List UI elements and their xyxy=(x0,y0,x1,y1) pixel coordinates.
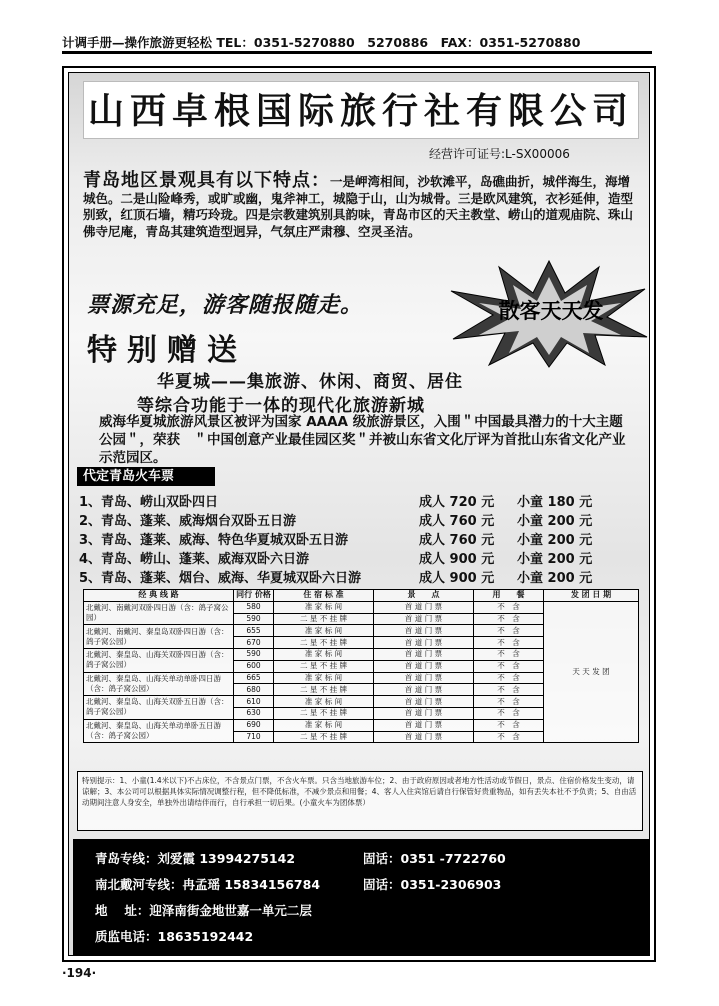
adult-price: 成人 760 元 xyxy=(419,533,495,548)
adult-price: 成人 900 元 xyxy=(419,571,495,586)
route-item xyxy=(79,510,639,529)
price-cell: 680 xyxy=(234,684,274,696)
ad-inner xyxy=(68,72,650,956)
adult-price: 成人 720 元 xyxy=(419,495,495,510)
route-cell: 北戴河、南戴河、秦皇岛双卧四日游（含：鸽子窝公园） xyxy=(84,625,234,649)
huaxia-description: 威海华夏城旅游风景区被评为国家 AAAA 级旅游景区，入围＂中国最具潜力的十大主题公园＂，荣获 ＂中国创意产业最佳园区奖＂并被山东省文化厅评为首批山东省文化产业示范园区。 xyxy=(99,414,626,466)
address: 地 址：迎泽南街金地世嘉一单元二层 xyxy=(95,903,312,918)
col-route: 经 典 线 路 xyxy=(84,590,234,602)
price-cell: 580 xyxy=(234,601,274,613)
sights-cell: 首 道 门 票 xyxy=(374,648,474,660)
route-list xyxy=(79,491,639,586)
col-meals: 用 餐 xyxy=(474,590,544,602)
license-number: 经营许可证号:L-SX00006 xyxy=(429,147,570,161)
adult-price: 成人 900 元 xyxy=(419,552,495,567)
meals-cell: 不 含 xyxy=(474,613,544,625)
sights-cell: 首 道 门 票 xyxy=(374,660,474,672)
child-price: 小童 200 元 xyxy=(517,533,593,548)
price-cell: 630 xyxy=(234,707,274,719)
special-tips: 特别提示：1、小童(1.4米以下)不占床位，不含景点门票，不含火车票。只含当地旅游车位；2、由于政府原因或者地方性活动或节假日，景点、住宿价格发生变动，请谅解；3、本公司可以根据具体实际情况调整行程，但不降低标准，不减少景点和用餐；4、客人入住宾馆后请自行保管好贵重物品，如有丢失本社不予负责；5、自由活动期间注意人身安全，单独外出请结伴而行，自行承担一切后果。(小童火车为团体票） xyxy=(77,771,643,831)
sights-cell: 首 道 门 票 xyxy=(374,601,474,613)
daily-departure-badge: 散客天天发 xyxy=(498,298,604,323)
sights-cell: 首 道 门 票 xyxy=(374,625,474,637)
route-name: 1、青岛、崂山双卧四日 xyxy=(79,495,219,510)
sights-cell: 首 道 门 票 xyxy=(374,637,474,649)
lodging-cell: 准 家 标 间 xyxy=(274,696,374,708)
lodging-cell: 二 星 不 挂 牌 xyxy=(274,613,374,625)
lodging-cell: 二 星 不 挂 牌 xyxy=(274,637,374,649)
child-price: 小童 200 元 xyxy=(517,514,593,529)
child-price: 小童 180 元 xyxy=(517,495,593,510)
qingdao-line-tel: 固话：0351 -7722760 xyxy=(363,851,506,866)
lodging-cell: 二 星 不 挂 牌 xyxy=(274,660,374,672)
slogan: 票源充足，游客随报随走。 xyxy=(87,293,364,318)
adult-price: 成人 760 元 xyxy=(419,514,495,529)
meals-cell: 不 含 xyxy=(474,684,544,696)
intro-lead: 青岛地区景观具有以下特点： xyxy=(83,170,330,191)
price-cell: 610 xyxy=(234,696,274,708)
qingdao-line-contact: 青岛专线：刘爱霞 13994275142 xyxy=(95,851,296,866)
route-cell: 北戴河、南戴河双卧四日游（含：鸽子窝公园） xyxy=(84,601,234,625)
intro-text xyxy=(83,170,639,240)
sights-cell: 首 道 门 票 xyxy=(374,731,474,743)
col-price: 同行 价格 xyxy=(234,590,274,602)
meals-cell: 不 含 xyxy=(474,648,544,660)
intro-body: 一是岬湾相间，沙软滩平，岛礁曲折，城伴海生，海增城色。二是山险峰秀，或旷或幽，鬼斧神工，城隐于山，山为城骨。三是欧风建筑，衣衫延伸，造型别致，红顶石墙，精巧玲珑。四是宗教建筑别具韵味，青岛市区的天主教堂、崂山的道观庙院、珠山佛寺尼庵，青岛其建筑造型迥异，气氛庄严肃穆、空灵圣洁。 xyxy=(83,174,634,239)
route-cell: 北戴河、秦皇岛、山海关双卧五日游（含：鸽子窝公园） xyxy=(84,696,234,720)
price-cell: 655 xyxy=(234,625,274,637)
price-cell: 590 xyxy=(234,648,274,660)
route-name: 5、青岛、蓬莱、烟台、威海、华夏城双卧六日游 xyxy=(79,571,362,586)
sights-cell: 首 道 门 票 xyxy=(374,672,474,684)
meals-cell: 不 含 xyxy=(474,660,544,672)
lodging-cell: 准 家 标 间 xyxy=(274,601,374,613)
route-item xyxy=(79,529,639,548)
company-name: 山西卓根国际旅行社有限公司 xyxy=(83,81,639,139)
contact-panel xyxy=(73,839,650,956)
ad-frame xyxy=(62,66,656,962)
meals-cell: 不 含 xyxy=(474,707,544,719)
route-name: 4、青岛、崂山、蓬莱、威海双卧六日游 xyxy=(79,552,310,567)
route-item xyxy=(79,548,639,567)
departure-cell: 天 天 发 团 xyxy=(544,601,639,743)
child-price: 小童 200 元 xyxy=(517,552,593,567)
huaxia-line-2: 等综合功能于一体的现代化旅游新城 xyxy=(137,396,425,416)
route-cell: 北戴河、秦皇岛、山海关单动单卧五日游（含：鸽子窝公园） xyxy=(84,719,234,743)
child-price: 小童 200 元 xyxy=(517,571,593,586)
route-item xyxy=(79,567,639,586)
lodging-cell: 二 星 不 挂 牌 xyxy=(274,684,374,696)
route-name: 2、青岛、蓬莱、威海烟台双卧五日游 xyxy=(79,514,297,529)
lodging-cell: 准 家 标 间 xyxy=(274,625,374,637)
route-item xyxy=(79,491,639,510)
meals-cell: 不 含 xyxy=(474,601,544,613)
lodging-cell: 准 家 标 间 xyxy=(274,672,374,684)
route-cell: 北戴河、秦皇岛、山海关双卧四日游（含：鸽子窝公园） xyxy=(84,648,234,672)
huaxia-line-1: 华夏城——集旅游、休闲、商贸、居住 xyxy=(157,372,463,392)
meals-cell: 不 含 xyxy=(474,719,544,731)
lodging-cell: 二 星 不 挂 牌 xyxy=(274,707,374,719)
col-lodging: 住 宿 标 准 xyxy=(274,590,374,602)
sights-cell: 首 道 门 票 xyxy=(374,719,474,731)
table-header-row xyxy=(84,590,639,602)
special-gift-title: 特别赠送 xyxy=(87,333,247,368)
sights-cell: 首 道 门 票 xyxy=(374,684,474,696)
price-cell: 590 xyxy=(234,613,274,625)
train-ticket-header: 代定青岛火车票 xyxy=(77,467,215,486)
price-cell: 665 xyxy=(234,672,274,684)
price-cell: 600 xyxy=(234,660,274,672)
price-cell: 710 xyxy=(234,731,274,743)
meals-cell: 不 含 xyxy=(474,637,544,649)
price-cell: 690 xyxy=(234,719,274,731)
meals-cell: 不 含 xyxy=(474,696,544,708)
col-sights: 景 点 xyxy=(374,590,474,602)
beidaihe-line-tel: 固话：0351-2306903 xyxy=(363,877,502,892)
meals-cell: 不 含 xyxy=(474,625,544,637)
sights-cell: 首 道 门 票 xyxy=(374,707,474,719)
page-number: ·194· xyxy=(62,966,97,980)
beidaihe-line-contact: 南北戴河专线：冉孟瑶 15834156784 xyxy=(95,877,321,892)
route-cell: 北戴河、秦皇岛、山海关单动单卧四日游（含：鸽子窝公园） xyxy=(84,672,234,696)
table-row xyxy=(84,601,639,613)
meals-cell: 不 含 xyxy=(474,672,544,684)
complaint-phone: 质监电话：18635192442 xyxy=(95,929,254,944)
lodging-cell: 二 星 不 挂 牌 xyxy=(274,731,374,743)
sights-cell: 首 道 门 票 xyxy=(374,613,474,625)
meals-cell: 不 含 xyxy=(474,731,544,743)
lodging-cell: 准 家 标 间 xyxy=(274,648,374,660)
header-bar: 计调手册—操作旅游更轻松 TEL：0351-5270880 5270886 FAX：0351-5270880 xyxy=(62,34,652,54)
package-table xyxy=(83,589,639,743)
route-name: 3、青岛、蓬莱、威海、特色华夏城双卧五日游 xyxy=(79,533,349,548)
sights-cell: 首 道 门 票 xyxy=(374,696,474,708)
col-departure: 发 团 日 期 xyxy=(544,590,639,602)
price-cell: 670 xyxy=(234,637,274,649)
lodging-cell: 准 家 标 间 xyxy=(274,719,374,731)
